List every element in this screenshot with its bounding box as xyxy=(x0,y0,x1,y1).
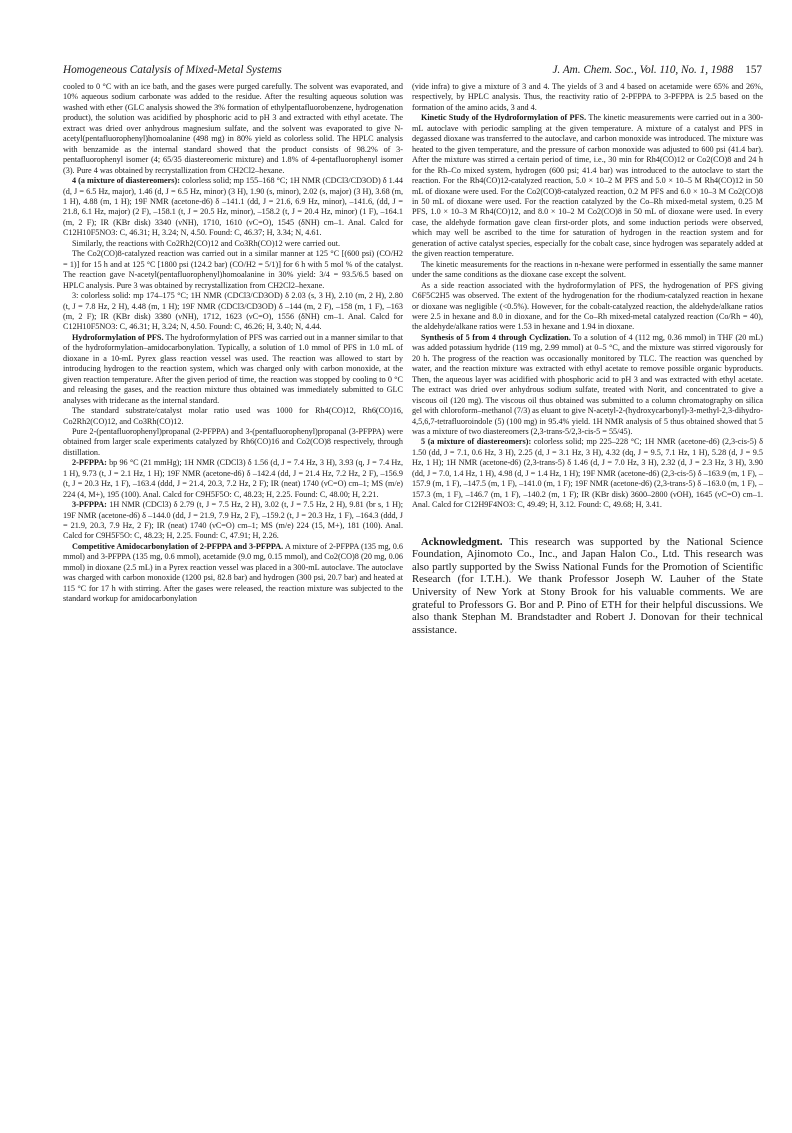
paragraph xyxy=(63,239,403,249)
running-header xyxy=(63,64,762,80)
paragraph-text: The hydroformylation of PFS was carried out in a manner similar to that of the hydroformylation–amidocarbonylation. Typically, a solution of 1.0 mmol of PFS in 1.0 mL of dioxane in a 10-mL Pyrex glass reaction vessel was used. The reaction was allowed to start by introducing hydrogen to the reaction system, which was charged only with carbon monoxide, at the given reaction temperature. After the given period of time, the reaction was stopped by cooling to 0 °C and releasing the gases, and the reaction mixture thus obtained was immediately submitted to GLC analyses with tridecane as the internal standard. xyxy=(63,332,403,405)
paragraph-text: As a side reaction associated with the hydroformylation of PFS, the hydrogenation of PFS giving C6F5C2H5 was observed. The extent of the hydrogenation for the rhodium-catalyzed reaction in hexane or dioxane was negligible (<0.5%). However, for the cobalt-catalyzed reaction, the aldehyde/alkane ratios were 2.5 in hexane and 8.0 in dioxane, and for the Co–Rh mixed-metal catalyzed reaction (Co/Rh = 40), the aldehyde/alkane ratios were 1.53 in hexane and 1.94 in dioxane. xyxy=(412,280,763,332)
journal-citation xyxy=(552,64,762,76)
paragraph-text: 1H NMR (CDCl3) δ 2.79 (t, J = 7.5 Hz, 2 H), 3.02 (t, J = 7.5 Hz, 2 H), 9.81 (br s, 1 H); 19F NMR (acetone-d6) δ –144.0 (dd, J = 21.9, 7.9 Hz, 2 F), –159.2 (t, J = 20.3 Hz, 1 F), –164.3 (ddd, J = 21.9, 20.3, 7.9 Hz, 2 F); IR (neat) 1740 (νC=O) cm–1; MS (m/e) 224 (15, M+), 181 (100). Anal. Calcd for C9H5F5O: C, 48.23; H, 2.25. Found: C, 47.91; H, 2.26. xyxy=(63,500,403,541)
paragraph xyxy=(412,437,763,510)
paragraph-heading: Hydroformylation of PFS. xyxy=(72,332,164,342)
journal-name: J. Am. Chem. Soc., Vol. 110, No. 1, 1988 xyxy=(552,64,734,76)
paragraph xyxy=(412,82,763,113)
paragraph-heading: 3-PFPPA: xyxy=(72,500,107,510)
paragraph xyxy=(63,458,403,500)
running-title: Homogeneous Catalysis of Mixed-Metal Systems xyxy=(63,64,282,76)
paragraph xyxy=(412,333,763,438)
paragraph-text: Similarly, the reactions with Co2Rh2(CO)12 and Co3Rh(CO)12 were carried out. xyxy=(72,238,341,248)
paragraph xyxy=(63,291,403,333)
left-column xyxy=(63,82,403,605)
paragraph-heading: Synthesis of 5 from 4 through Cyclization. xyxy=(421,332,571,342)
paragraph-text: colorless solid; mp 225–228 °C; 1H NMR (acetone-d6) (2,3-cis-5) δ 1.50 (dd, J = 7.1, 0.6 Hz, 3 H), 2.25 (d, J = 3.1 Hz, 3 H), 4.32 (dq, J = 9.5, 7.1 Hz, 1 H), 5.28 (d, J = 9.5 Hz, 1 H); 1H NMR (acetone-d6) (2,3-trans-5) δ 1.46 (d, J = 7.0 Hz, 3 H), 2.32 (d, J = 2.3 Hz, 3 H), 3.90 (dd, J = 7.0, 1.4 Hz, 1 H), 4.98 (d, J = 1.4 Hz, 1 H); 19F NMR (acetone-d6) (2,3-cis-5) δ –163.9 (m, 1 F), –157.9 (m, 1 F), –147.5 (m, 1 F), –141.0 (m, 1 F); 19F NMR (acetone-d6) (2,3-trans-5) δ –163.0 (m, 1 F), –157.3 (m, 1 F), –146.7 (m, 1 F), –140.2 (m, 1 F); IR (KBr disk) 3600–2800 (νOH), 1645 (νC=O) cm–1. Anal. Calcd for C12H9F4NO3: C, 49.49; H, 3.12. Found: C, 49.68; H, 3.41. xyxy=(412,437,763,510)
paragraph-heading: Kinetic Study of the Hydroformylation of PFS. xyxy=(421,113,587,123)
paragraph-text: Pure 2-(pentafluorophenyl)propanal (2-PFPPA) and 3-(pentafluorophenyl)propanal (3-PFPPA) were obtained from larger scale experiments catalyzed by Rh6(CO)16 and Co2(CO)8 respectively, through distillation. xyxy=(63,426,403,457)
paragraph-text: The Co2(CO)8-catalyzed reaction was carried out in a similar manner at 125 °C [(600 psi) (CO/H2 = 1)] for 15 h and at 125 °C [1800 psi (124.2 bar) (CO/H2 = 5/1)] for 6 h with 5 mol % of the catalyst. The reaction gave N-acetyl(pentafluorophenyl)homoalanine in 30% yield: 3/4 = 93.5/6.5 based on HPLC analysis. Pure 3 was obtained by recrystallization from CH2Cl2–hexane. xyxy=(63,249,403,290)
paragraph xyxy=(63,82,403,176)
paragraph xyxy=(63,427,403,458)
paragraph xyxy=(63,176,403,239)
paragraph-heading: 2-PFPPA: xyxy=(72,458,107,468)
paragraph-text: colorless solid; mp 155–168 °C; 1H NMR (CDCl3/CD3OD) δ 1.44 (d, J = 6.5 Hz, major), 1.46 (d, J = 6.5 Hz, minor) (3 H), 1.90 (s, minor), 2.02 (s, major) (3 H), 3.68 (m, 1 H), 4.88 (m, 1 H); 19F NMR (acetone-d6) δ –141.1 (dd, J = 21.6, 6.9 Hz, minor), –141.6, (dd, J = 21.8, 6.1 Hz, major) (2 F), –158.1 (t, J = 20.5 Hz, minor), –158.2 (t, J = 20.4 Hz, minor) (1 F), –164.1 (m, 2 F); IR (KBr disk) 3340 (νNH), 1710, 1610 (νC=O), 1545 (δNH) cm–1. Anal. Calcd for C12H10F5NO3: C, 46.31; H, 3.24; N, 4.50. Found: C, 46.37; H, 3.34; N, 4.61. xyxy=(63,176,403,238)
paragraph-heading: 5 (a mixture of diastereomers): xyxy=(421,437,532,447)
paragraph-heading: Competitive Amidocarbonylation of 2-PFPPA and 3-PFPPA. xyxy=(72,541,284,551)
paragraph-text: (vide infra) to give a mixture of 3 and 4. The yields of 3 and 4 based on acetamide were 65% and 26%, respectively, by HPLC analysis. Thus, the reactivity ratio of 2-PFPPA to 3-PFPPA is 2.5 based on the formation of the amino acids, 3 and 4. xyxy=(412,82,763,112)
paragraph-text: To a solution of 4 (112 mg, 0.36 mmol) in THF (20 mL) was added potassium hydride (119 mg, 2.99 mmol) at 0–5 °C, and the mixture was stirred vigorously for 20 h. The progress of the reaction was occasionally monitored by TLC. The reaction was quenched by water, and the reaction mixture was extracted with ethyl acetate to remove possible organic byproducts. Then, the aqueous layer was acidified with phosphoric acid to pH 3 and was extracted with ethyl acetate. The extract was dried over anhydrous sodium sulfate, treated with Norit, and concentrated to give a viscous oil (120 mg). The viscous oil thus obtained was submitted to a column chromatography on silica gel with chloroform–methanol (7/3) as eluant to give N-acetyl-2-(hydroxycarbonyl)-3-methyl-2,3-dihydro-4,5,6,7-tetrafluoroindole (5) (100 mg) in 95.4% yield. 1H NMR analysis of 5 thus obtained showed that 5 was a mixture of two diastereomers (2,3-trans-5/2,3-cis-5 = 55/45). xyxy=(412,332,763,436)
paragraph xyxy=(63,249,403,291)
paragraph-text: bp 96 °C (21 mmHg); 1H NMR (CDCl3) δ 1.56 (d, J = 7.4 Hz, 3 H), 3.93 (q, J = 7.4 Hz, 1 H), 9.73 (t, J = 2.1 Hz, 1 H); 19F NMR (acetone-d6) δ –142.4 (dd, J = 21.4 Hz, 7.2 Hz, 2 F), –156.9 (t, J = 20.3 Hz, 1 F), –163.4 (ddd, J = 21.4, 20.3, 7.2 Hz, 2 F); IR (neat) 1740 (νC=O) cm–1; MS (m/e) 224 (4, M+), 195 (100). Anal. Calcd for C9H5F5O: C, 48.23; H, 2.25. Found: C, 48.00; H, 2.21. xyxy=(63,458,403,499)
paragraph xyxy=(63,333,403,406)
paragraph xyxy=(63,406,403,427)
acknowledgment-heading: Acknowledgment. xyxy=(421,536,503,548)
acknowledgment xyxy=(412,537,763,638)
paragraph xyxy=(412,281,763,333)
right-column xyxy=(412,82,763,637)
paragraph-heading: 4 (a mixture of diastereomers): xyxy=(72,176,180,186)
paragraph-text: cooled to 0 °C with an ice bath, and the gases were purged carefully. The solvent was evaporated, and 10% aqueous sodium carbonate was added to the residue. After the resulting aqueous solution was washed with ether (GLC analysis showed the 3% formation of ethylpentafluorobenzene, hydrogenation product), the solution was acidified by phosphoric acid to pH 3 and extracted with ethyl acetate. The extract was dried over anhydrous magnesium sulfate, and the solvent was evaporated to give N-acetyl(pentafluorophenyl)homoalanine (498 mg) in 80% yield as colorless solid. The HPLC analysis with benzamide as the internal standard showed that the product consists of 98.2% of 3-pentafluorophenyl isomer (4; 65/35 diastereomeric mixture) and 1.8% of 4-pentafluorophenyl isomer (3). Pure 4 was obtained by recrystallization from CH2Cl2–hexane. xyxy=(63,82,403,175)
paragraph xyxy=(63,542,403,605)
page-number: 157 xyxy=(745,64,762,76)
paragraph-text: The kinetic measurements for the reactions in n-hexane were performed in essentially the same manner under the same conditions as the dioxane case except the solvent. xyxy=(412,259,763,280)
paragraph-text: A mixture of 2-PFPPA (135 mg, 0.6 mmol) and 3-PFPPA (135 mg, 0.6 mmol), acetamide (9.0 mg, 0.15 mmol), and Co2(CO)8 (20 mg, 0.06 mmol) in dioxane (2.5 mL) in a Pyrex reaction vessel was placed in a 300-mL autoclave. The autoclave was charged with carbon monoxide (1200 psi, 82.8 bar) and hydrogen (300 psi, 20.7 bar) and heated at 115 °C for 17 h with stirring. After the gases were released, the reaction mixture was subjected to the standard workup for amidocarbonylation xyxy=(63,541,403,604)
paragraph-text: 3: colorless solid: mp 174–175 °C; 1H NMR (CDCl3/CD3OD) δ 2.03 (s, 3 H), 2.10 (m, 2 H), 2.80 (t, J = 7.8 Hz, 2 H), 4.48 (m, 1 H); 19F NMR (CDCl3/CD3OD) δ –144 (m, 2 F), –158 (m, 1 F), –163 (m, 2 F); IR (KBr disk) 3380 (νNH), 1712, 1623 (νC=O), 1556 (δNH) cm–1. Anal. Calcd for C12H10F5NO3: C, 46.31; H, 3.24; N, 4.50. Found: C, 46.26; H, 3.40; N, 4.44. xyxy=(63,291,403,332)
paragraph-text: The kinetic measurements were carried out in a 300-mL autoclave with periodic sampling at the given temperature. A mixture of a catalyst and PFS in degassed dioxane was transferred to the autoclave, and carbon monoxide was introduced. The mixture was heated to the given temperature, and the pressure of carbon monoxide was adjusted to 600 psi (41.4 bar). After the mixture was stirred a certain period of time, i.e., 30 min for Rh4(CO)12 or Co2(CO)8 and 24 h for the Rh–Co mixed system, hydrogen (600 psi; 41.4 bar) was introduced to the autoclave to start the reaction. For the Rh4(CO)12-catalyzed reaction, 5.0 × 10–2 M PFS and 5.0 × 10–5 M Rh4(CO)12 in 50 mL of dioxane were used. For the Co2(CO)8-catalyzed reaction, 0.2 M PFS and 6.0 × 10–3 M Co2(CO)8 in 50 mL of dioxane were used. For the reaction catalyzed by the Co–Rh mixed-metal system, 0.25 M PFS, 1.0 × 10–3 M Rh4(CO)12, and 8.0 × 10–2 M Co2(CO)8 in 50 mL of dioxane were used. In every case, the aldehyde formation gave clean first-order plots, and some induction periods were observed, which may well be ascribed to the time for saturation of hydrogen in the reaction system and for generation of active catalyst species, especially for the cobalt case, since hydrogen was separately added at the given reaction temperature. xyxy=(412,113,763,259)
paragraph-text: The standard substrate/catalyst molar ratio used was 1000 for Rh4(CO)12, Rh6(CO)16, Co2Rh2(CO)12, and Co3Rh(CO)12. xyxy=(63,406,403,426)
paragraph xyxy=(412,113,763,259)
paragraph xyxy=(412,260,763,281)
paragraph xyxy=(63,500,403,542)
acknowledgment-text: This research was supported by the National Science Foundation, Ajinomoto Co., Inc., and Japan Halon Co., Ltd. This research was also partly supported by the Swiss National Funds for the Promotion of Scientific Research (for I.T.H.). We thank Professor Joseph W. Lauher of the State University of New York at Stony Brook for his valuable comments. We are grateful to Professors G. Bor and P. Pino of ETH for their helpful discussions. We also thank Stephan M. Brandstadter and Robert J. Donovan for their technical assistance. xyxy=(412,536,763,636)
